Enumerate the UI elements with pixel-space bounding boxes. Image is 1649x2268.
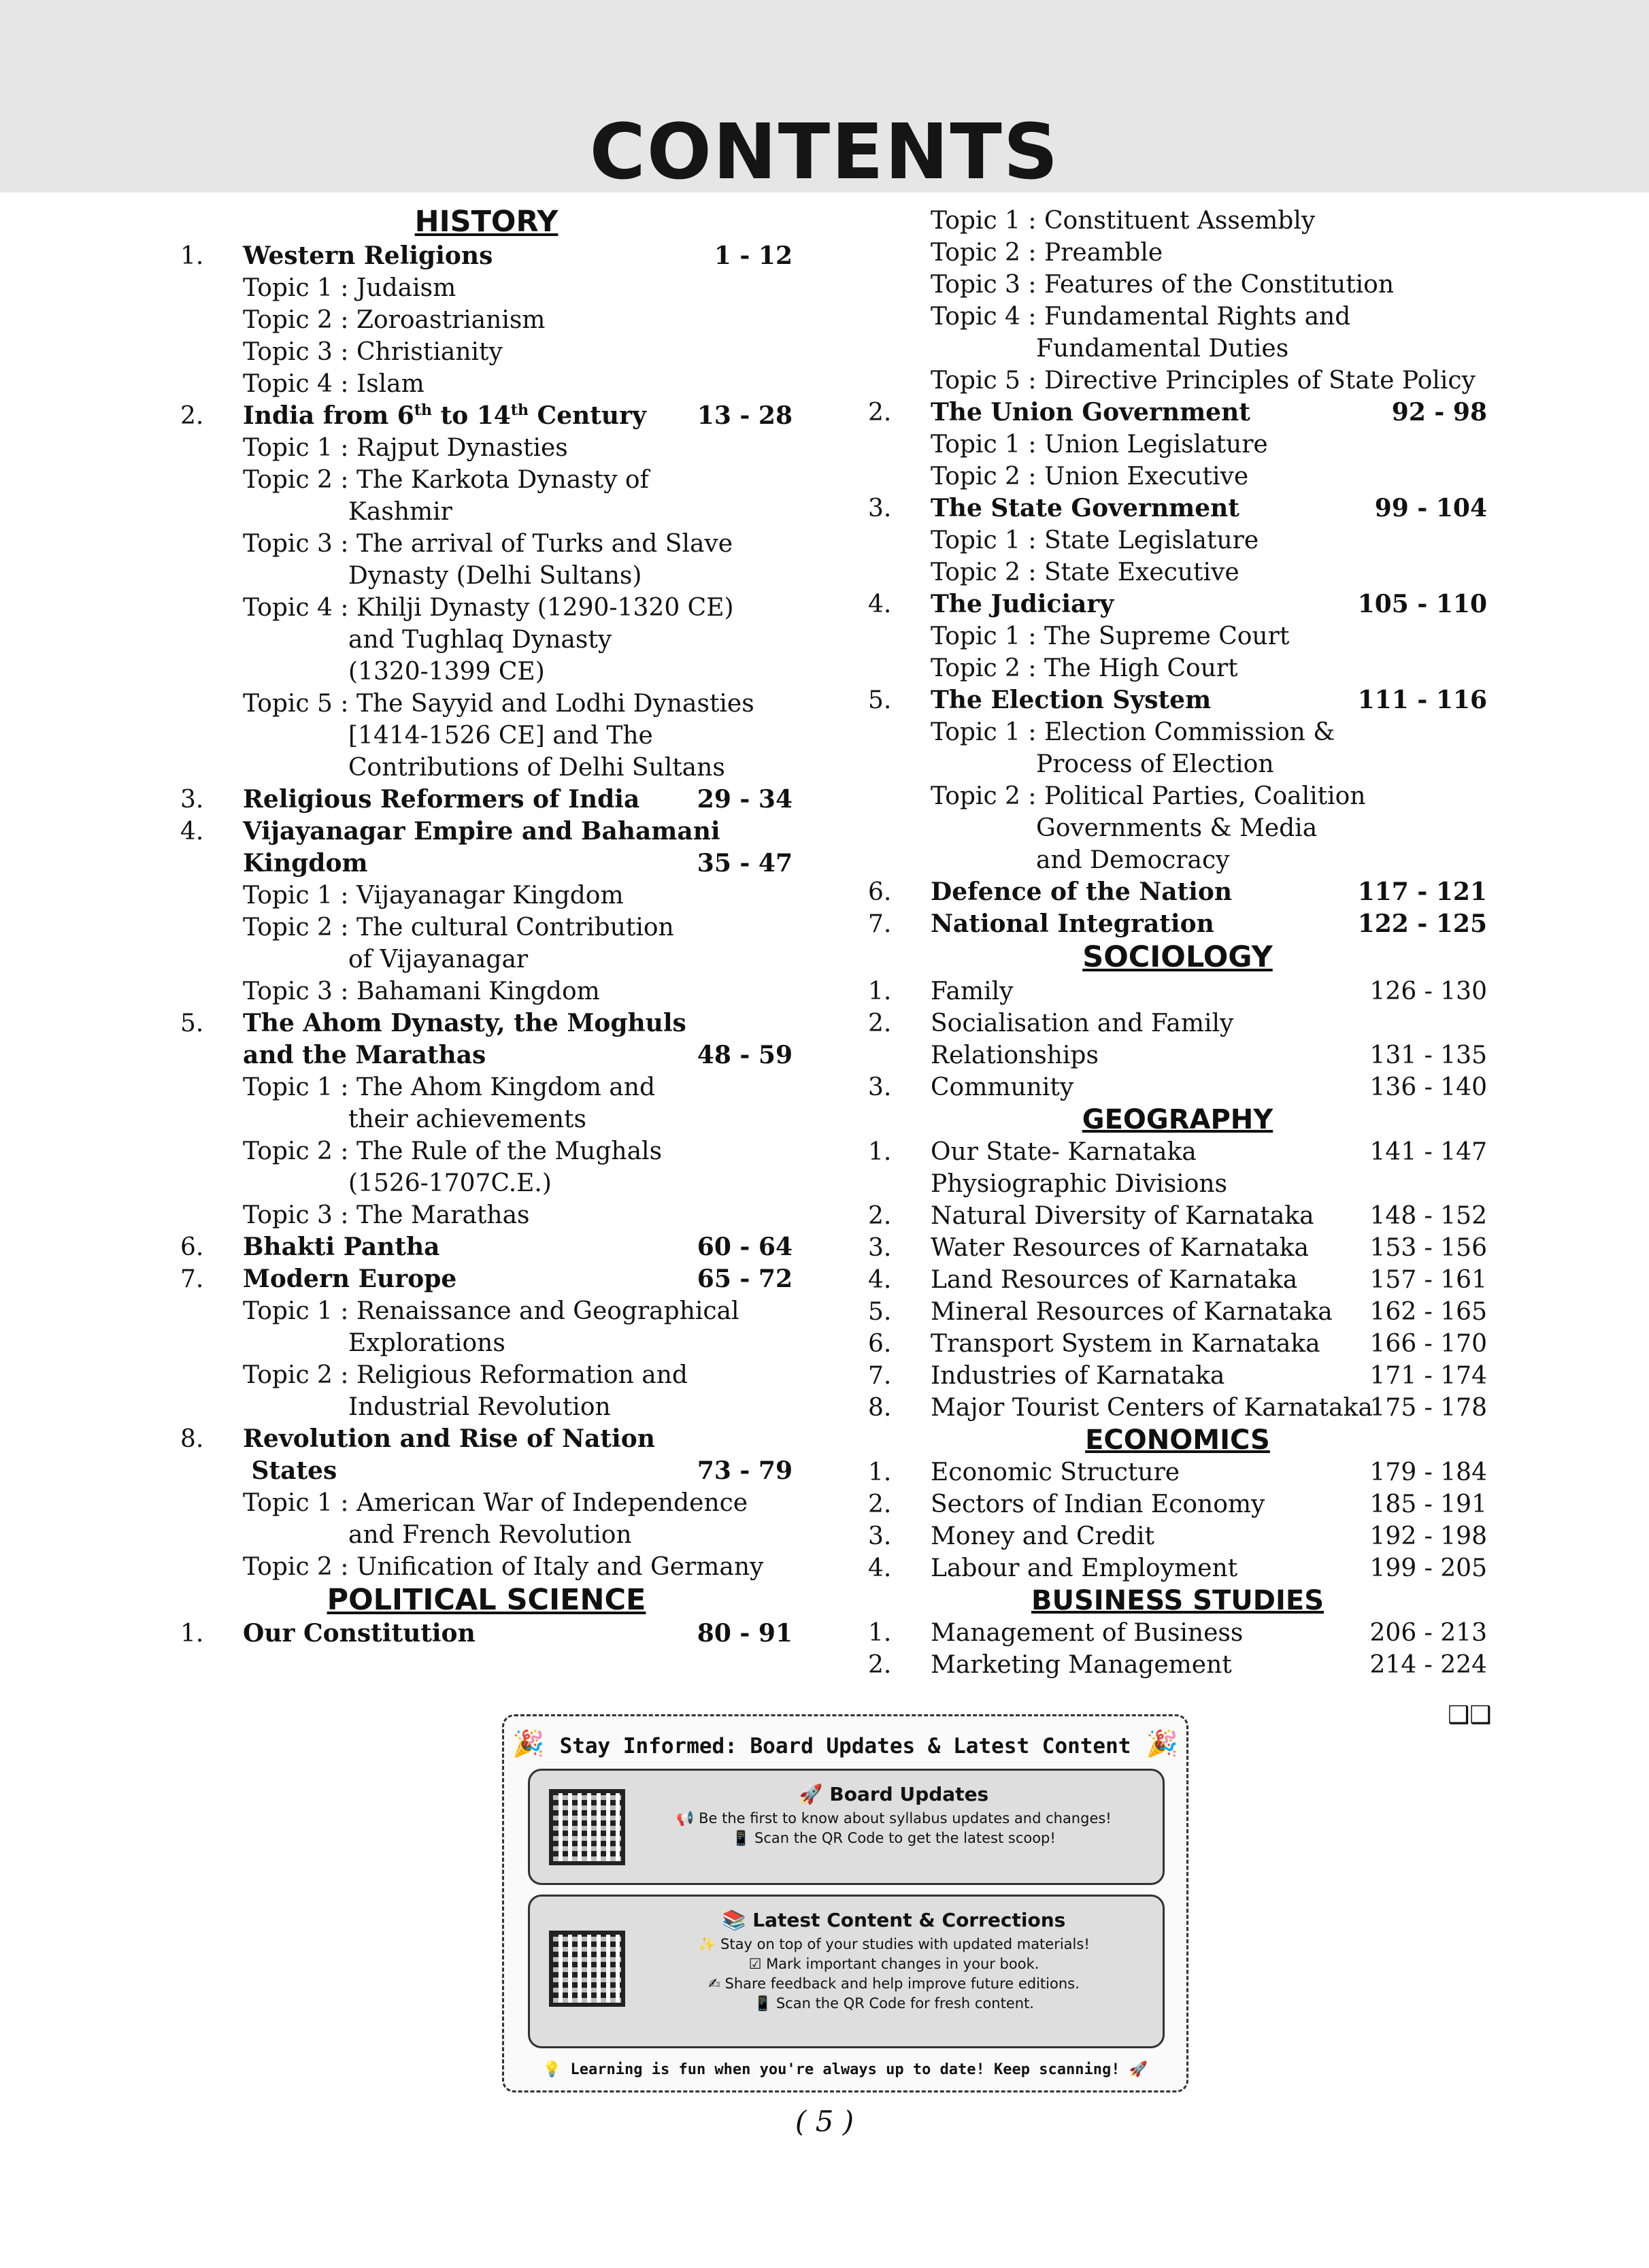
- chapter-entry: [180, 240, 793, 272]
- chapter-pages: 48 - 59: [697, 1040, 793, 1069]
- topic: Topic 1 : Constituent Assembly: [931, 207, 1316, 235]
- topic: Topic 2 : Political Parties, Coalition Governments & Media and Democracy: [931, 782, 1366, 874]
- topic: Topic 5 : Directive Principles of State Policy: [931, 367, 1476, 395]
- chapter-title: Socialisation and Family: [931, 1009, 1234, 1037]
- chapter-number: 1.: [180, 1620, 204, 1648]
- chapter-number: 1.: [868, 977, 892, 1005]
- chapter-number: 7.: [180, 1265, 204, 1293]
- chapter-number: 2.: [868, 1650, 892, 1679]
- chapter-number: 3.: [868, 1233, 892, 1262]
- card-line: 📱 Scan the QR Code for fresh content.: [754, 1995, 1034, 2012]
- topic: Topic 4 : Islam: [243, 369, 424, 398]
- topic: Topic 2 : The Rule of the Mughals (1526-1707C.E.): [243, 1137, 663, 1197]
- chapter-pages: 206 - 213: [1369, 1618, 1487, 1647]
- chapter-pages: 162 - 165: [1369, 1297, 1487, 1326]
- topic: Topic 3 : Christianity: [243, 337, 503, 366]
- chapter-pages: 199 - 205: [1369, 1554, 1487, 1582]
- topic: Topic 1 : Renaissance and Geographical Explorations: [243, 1297, 739, 1357]
- section-heading-economics: ECONOMICS: [1085, 1424, 1270, 1456]
- chapter-pages: 29 - 34: [697, 784, 793, 814]
- rocket-icon: 🚀: [799, 1783, 830, 1805]
- chapter-number: 8.: [180, 1424, 204, 1453]
- chapter-pages: 171 - 174: [1369, 1361, 1487, 1390]
- party-popper-icon: 🎉: [1146, 1729, 1178, 1758]
- chapter-title: Community: [931, 1073, 1074, 1101]
- card-line: ✍ Share feedback and help improve future editions.: [708, 1975, 1080, 1992]
- chapter-entry: [868, 1071, 1487, 1103]
- chapter-pages: 141 - 147: [1369, 1137, 1487, 1166]
- chapter-title: Industries of Karnataka: [931, 1361, 1225, 1390]
- chapter-entry: [868, 1007, 1487, 1039]
- chapter-pages: 175 - 178: [1369, 1393, 1487, 1422]
- chapter-pages: 153 - 156: [1369, 1233, 1487, 1262]
- chapter-title: The Union Government: [931, 398, 1250, 427]
- chapter-title: Revolution and Rise of Nation: [243, 1424, 655, 1453]
- chapter-title: Major Tourist Centers of Karnataka: [931, 1393, 1373, 1422]
- chapter-entry: [868, 908, 1487, 940]
- chapter-entry: [868, 493, 1487, 524]
- chapter-number: 4.: [868, 1265, 892, 1294]
- chapter-title: Family: [931, 977, 1014, 1005]
- chapter-title: Money and Credit: [931, 1522, 1155, 1550]
- latest-content-card: [528, 1895, 1165, 2048]
- chapter-title: Western Religions: [243, 241, 493, 270]
- latest-content-title: 📚 Latest Content & Corrections: [722, 1909, 1066, 1931]
- chapter-pages: 214 - 224: [1369, 1650, 1487, 1679]
- chapter-number: 3.: [868, 495, 892, 522]
- card-line: 📱 Scan the QR Code to get the latest scoop!: [732, 1830, 1056, 1846]
- chapter-number: 1.: [180, 241, 204, 270]
- chapter-pages: 122 - 125: [1357, 910, 1487, 938]
- chapter-title: Management of Business: [931, 1618, 1244, 1647]
- chapter-pages: 192 - 198: [1369, 1522, 1487, 1550]
- topic: Topic 2 : Zoroastrianism: [243, 305, 546, 334]
- chapter-entry: [868, 1649, 1487, 1681]
- chapter-entry: [180, 1007, 793, 1039]
- chapter-number: 5.: [868, 686, 892, 714]
- chapter-title: Water Resources of Karnataka: [931, 1233, 1309, 1262]
- chapter-entry: [868, 1617, 1487, 1649]
- chapter-title: Sectors of Indian Economy: [931, 1490, 1265, 1518]
- topic: Topic 1 : State Legislature: [931, 527, 1259, 554]
- chapter-entry: [868, 1552, 1487, 1584]
- chapter-pages: 166 - 170: [1369, 1329, 1487, 1358]
- topic: Topic 2 : Unification of Italy and Germany: [243, 1552, 764, 1581]
- topic: Topic 2 : The High Court: [931, 654, 1238, 682]
- chapter-entry: [180, 1263, 793, 1295]
- chapter-title: Marketing Management: [931, 1650, 1232, 1679]
- topic: Topic 1 : American War of Independence and French Revolution: [243, 1488, 748, 1549]
- topic: Topic 1 : The Ahom Kingdom and their achievements: [243, 1073, 655, 1133]
- chapter-entry-cont: [180, 1455, 793, 1487]
- left-column: [180, 205, 793, 1650]
- section-heading-business-studies: BUSINESS STUDIES: [1031, 1584, 1324, 1616]
- chapter-title: Modern Europe: [243, 1264, 457, 1293]
- chapter-number: 5.: [180, 1009, 204, 1037]
- chapter-pages: 105 - 110: [1357, 590, 1487, 618]
- card-line: ✨ Stay on top of your studies with updated materials!: [698, 1936, 1090, 1952]
- board-updates-title: 🚀 Board Updates: [799, 1783, 989, 1805]
- chapter-number: 2.: [868, 1201, 892, 1230]
- end-mark: ❑❑: [1448, 1701, 1492, 1729]
- chapter-title: Religious Reformers of India: [243, 784, 640, 814]
- chapter-number: 2.: [868, 1009, 892, 1037]
- topic: Topic 1 : The Supreme Court: [931, 622, 1290, 650]
- topic: Topic 4 : Khilji Dynasty (1290-1320 CE) and Tughlaq Dynasty (1320-1399 CE): [243, 593, 734, 686]
- chapter-entry: [868, 876, 1487, 908]
- chapter-pages: 73 - 79: [697, 1456, 793, 1485]
- chapter-number: 3.: [868, 1522, 892, 1550]
- chapter-pages: 185 - 191: [1369, 1490, 1487, 1518]
- topic: Topic 1 : Judaism: [243, 273, 456, 302]
- chapter-entry-cont: [868, 1168, 1487, 1200]
- chapter-number: 4.: [868, 590, 892, 618]
- chapter-title: Bhakti Pantha: [243, 1232, 440, 1261]
- section-heading-geography: GEOGRAPHY: [1082, 1103, 1273, 1135]
- chapter-title: Our Constitution: [243, 1619, 476, 1648]
- topic: Topic 3 : Bahamani Kingdom: [243, 977, 600, 1005]
- card-line: ☑ Mark important changes in your book.: [748, 1956, 1039, 1972]
- chapter-pages: 111 - 116: [1357, 686, 1487, 714]
- chapter-entry: [868, 1328, 1487, 1360]
- chapter-entry: [180, 1423, 793, 1455]
- chapter-title: The State Government: [931, 494, 1239, 522]
- chapter-entry: [868, 684, 1487, 716]
- chapter-title: India from 6th to 14th Century: [243, 401, 646, 430]
- chapter-entry: [180, 400, 793, 432]
- updates-box-footer: 💡 Learning is fun when you're always up to date! Keep scanning! 🚀: [542, 2061, 1148, 2078]
- chapter-entry: [868, 1360, 1487, 1392]
- section-heading-sociology: SOCIOLOGY: [1082, 940, 1273, 974]
- chapter-pages: 136 - 140: [1369, 1073, 1487, 1101]
- updates-box-title: Stay Informed: Board Updates & Latest Content: [559, 1734, 1131, 1758]
- topic: Topic 2 : State Executive: [931, 558, 1239, 586]
- chapter-entry: [868, 1232, 1487, 1264]
- chapter-title: Natural Diversity of Karnataka: [931, 1201, 1314, 1230]
- chapter-number: 3.: [868, 1073, 892, 1101]
- chapter-number: 2.: [868, 399, 892, 427]
- chapter-number: 8.: [868, 1393, 892, 1422]
- chapter-pages: 35 - 47: [697, 848, 793, 878]
- topic: Topic 1 : Union Legislature: [931, 431, 1268, 458]
- chapter-title: Relationships: [931, 1041, 1099, 1069]
- chapter-pages: 99 - 104: [1374, 494, 1487, 522]
- chapter-pages: 1 - 12: [714, 241, 793, 270]
- chapter-entry: [868, 1200, 1487, 1232]
- topic: Topic 1 : Vijayanagar Kingdom: [243, 881, 624, 910]
- chapter-entry: [868, 1392, 1487, 1424]
- topic: Topic 3 : The Marathas: [243, 1201, 530, 1229]
- chapter-entry: [868, 1296, 1487, 1328]
- section-heading-political-science: POLITICAL SCIENCE: [327, 1582, 646, 1617]
- chapter-number: 4.: [868, 1554, 892, 1582]
- chapter-number: 6.: [180, 1233, 204, 1261]
- chapter-title: Defence of the Nation: [931, 878, 1233, 906]
- right-column: [868, 205, 1487, 1681]
- topic: Topic 3 : Features of the Constitution: [931, 271, 1395, 299]
- chapter-pages: 157 - 161: [1369, 1265, 1487, 1294]
- chapter-title: Vijayanagar Empire and Bahamani: [243, 816, 720, 846]
- chapter-pages: 179 - 184: [1369, 1458, 1487, 1486]
- qr-code[interactable]: [549, 1931, 625, 2007]
- updates-box: [502, 1714, 1188, 2092]
- topic: Topic 2 : The Karkota Dynasty of Kashmir: [243, 465, 649, 526]
- chapter-entry-cont: [180, 1039, 793, 1071]
- chapter-entry: [180, 1231, 793, 1263]
- topic: Topic 2 : Preamble: [931, 239, 1163, 267]
- chapter-number: 2.: [180, 401, 204, 430]
- chapter-entry-cont: [180, 848, 793, 880]
- chapter-entry: [868, 1520, 1487, 1552]
- chapter-title: National Integration: [931, 910, 1214, 938]
- chapter-title: States: [243, 1456, 337, 1485]
- chapter-number: 1.: [868, 1458, 892, 1486]
- page-title: CONTENTS: [589, 108, 1060, 197]
- card-line: 📢 Be the first to know about syllabus updates and changes!: [676, 1810, 1112, 1827]
- topic: Topic 1 : Election Commission & Process of Election: [931, 718, 1335, 778]
- chapter-title: Mineral Resources of Karnataka: [931, 1297, 1333, 1326]
- chapter-entry: [180, 1618, 793, 1650]
- topic: Topic 4 : Fundamental Rights and Fundamental Duties: [931, 303, 1351, 363]
- party-popper-icon: 🎉: [512, 1729, 545, 1758]
- chapter-title: Labour and Employment: [931, 1554, 1238, 1582]
- chapter-pages: 92 - 98: [1391, 398, 1487, 427]
- chapter-number: 4.: [180, 817, 204, 846]
- chapter-number: 1.: [868, 1137, 892, 1166]
- board-updates-card: [528, 1769, 1165, 1885]
- chapter-number: 2.: [868, 1490, 892, 1518]
- chapter-entry: [868, 1136, 1487, 1168]
- chapter-entry: [868, 1264, 1487, 1296]
- chapter-pages: 60 - 64: [697, 1232, 793, 1261]
- chapter-entry-cont: [868, 1039, 1487, 1071]
- chapter-pages: 80 - 91: [697, 1619, 793, 1648]
- chapter-pages: 65 - 72: [697, 1264, 793, 1293]
- topic: Topic 2 : The cultural Contribution of Vijayanagar: [243, 913, 674, 973]
- chapter-number: 7.: [868, 1361, 892, 1390]
- chapter-title: and the Marathas: [243, 1040, 486, 1069]
- chapter-title: Physiographic Divisions: [931, 1169, 1228, 1198]
- topic: Topic 2 : Religious Reformation and Industrial Revolution: [243, 1361, 688, 1421]
- chapter-entry: [868, 975, 1487, 1007]
- chapter-entry: [180, 816, 793, 848]
- topic: Topic 3 : The arrival of Turks and Slave Dynasty (Delhi Sultans): [243, 529, 733, 590]
- chapter-entry: [868, 1488, 1487, 1520]
- chapter-number: 1.: [868, 1618, 892, 1647]
- chapter-title: The Ahom Dynasty, the Moghuls: [243, 1008, 686, 1037]
- chapter-title: Our State- Karnataka: [931, 1137, 1197, 1166]
- chapter-entry: [868, 1456, 1487, 1488]
- chapter-entry: [180, 784, 793, 816]
- chapter-entry: [868, 588, 1487, 620]
- chapter-number: 6.: [868, 878, 892, 906]
- qr-code[interactable]: [549, 1789, 625, 1865]
- chapter-pages: 117 - 121: [1357, 878, 1487, 906]
- chapter-number: 7.: [868, 910, 892, 938]
- chapter-title: Kingdom: [243, 848, 368, 878]
- chapter-title: Land Resources of Karnataka: [931, 1265, 1298, 1294]
- chapter-pages: 148 - 152: [1369, 1201, 1487, 1230]
- chapter-pages: 13 - 28: [697, 401, 793, 430]
- chapter-entry: [868, 397, 1487, 429]
- topic: Topic 2 : Union Executive: [931, 463, 1249, 490]
- topic: Topic 5 : The Sayyid and Lodhi Dynasties [1414-1526 CE] and The Contributions of Delhi Sultans: [243, 689, 754, 782]
- chapter-number: 5.: [868, 1297, 892, 1326]
- chapter-title: The Judiciary: [931, 590, 1114, 618]
- chapter-title: Economic Structure: [931, 1458, 1180, 1486]
- chapter-pages: 131 - 135: [1369, 1041, 1487, 1069]
- chapter-number: 6.: [868, 1329, 892, 1358]
- section-heading-history: HISTORY: [414, 205, 559, 239]
- topic: Topic 1 : Rajput Dynasties: [243, 433, 568, 462]
- books-icon: 📚: [722, 1909, 753, 1931]
- page-number: ( 5 ): [795, 2105, 854, 2138]
- chapter-title: Transport System in Karnataka: [931, 1329, 1320, 1358]
- chapter-title: The Election System: [931, 686, 1212, 714]
- chapter-number: 3.: [180, 785, 204, 814]
- chapter-pages: 126 - 130: [1369, 977, 1487, 1005]
